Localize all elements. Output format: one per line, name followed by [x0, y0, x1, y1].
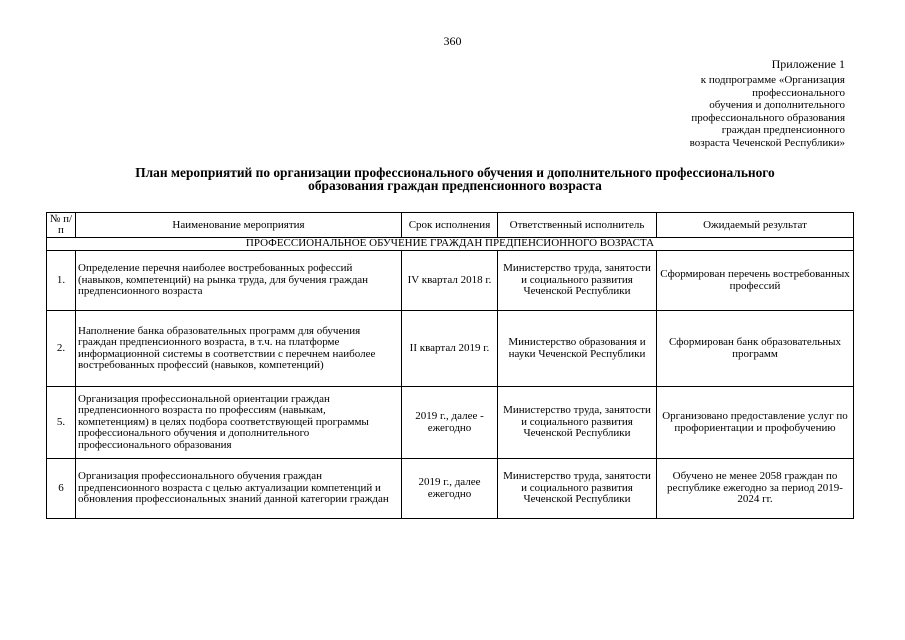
row-num: 2.	[47, 311, 76, 387]
section-title: ПРОФЕССИОНАЛЬНОЕ ОБУЧЕНИЕ ГРАЖДАН ПРЕДПЕНСИОННОГО ВОЗРАСТА	[47, 238, 854, 251]
appendix-subtitle-line: профессионального	[752, 86, 845, 99]
table-row	[47, 311, 854, 387]
header-responsible: Ответственный исполнитель	[498, 213, 657, 238]
header-term: Срок исполнения	[402, 213, 498, 238]
row-term: IV квартал 2018 г.	[402, 251, 498, 311]
row-result: Сформирован банк образовательных программ	[657, 311, 854, 387]
row-result: Обучено не менее 2058 граждан по республике ежегодно за период 2019-2024 гг.	[657, 459, 854, 519]
table-row	[47, 387, 854, 459]
row-result: Организовано предоставление услуг по профориентации и профобучению	[657, 387, 854, 459]
table-row	[47, 251, 854, 311]
row-name: Организация профессионального обучения граждан предпенсионного возраста с целью актуализации компетенций и обновления профессиональных знаний данной категории граждан	[76, 459, 402, 519]
row-responsible: Министерство труда, занятости и социального развития Чеченской Республики	[498, 387, 657, 459]
row-name: Определение перечня наиболее востребованных рофессий (навыков, компетенций) на рынка труда, для бучения граждан предпенсионного возраста	[76, 251, 402, 311]
appendix-subtitle-line: граждан предпенсионного	[721, 124, 845, 137]
appendix-subtitle-line: профессионального образования	[691, 111, 845, 124]
plan-title	[60, 166, 850, 192]
activities-table	[46, 212, 854, 519]
appendix-subtitle-line: возраста Чеченской Республики»	[689, 136, 845, 149]
plan-title-line: образования граждан предпенсионного возраста	[308, 178, 602, 193]
row-term: 2019 г., далее ежегодно	[402, 459, 498, 519]
row-responsible: Министерство труда, занятости и социального развития Чеченской Республики	[498, 459, 657, 519]
appendix-subtitle-line: к подпрограмме «Организация	[700, 74, 845, 86]
header-result: Ожидаемый результат	[657, 213, 854, 238]
row-responsible: Министерство труда, занятости и социального развития Чеченской Республики	[498, 251, 657, 311]
header-name: Наименование мероприятия	[76, 213, 402, 238]
row-num: 1.	[47, 251, 76, 311]
table-row	[47, 459, 854, 519]
plan-title-line: План мероприятий по организации профессионального обучения и дополнительного профессионального	[135, 165, 775, 180]
header-num: № п/п	[47, 213, 76, 238]
appendix-subtitle	[605, 74, 845, 150]
row-result: Сформирован перечень востребованных профессий	[657, 251, 854, 311]
table-header-row	[47, 213, 854, 238]
row-name: Организация профессиональной ориентации граждан предпенсионного возраста по профессиям (навыкам, компетенциям) в целях подбора соответствующей программы профессионального обучения и дополнительного профессионального образования	[76, 387, 402, 459]
row-name: Наполнение банка образовательных программ для обучения граждан предпенсионного возраста, в т.ч. на платформе информационной системы в соответствии с перечнем наиболее востребованных профессий (навыков, компетенций)	[76, 311, 402, 387]
page-number: 360	[443, 34, 462, 48]
row-num: 5.	[47, 387, 76, 459]
row-num: 6	[47, 459, 76, 519]
section-row	[47, 238, 854, 251]
row-term: II квартал 2019 г.	[402, 311, 498, 387]
appendix-title: Приложение 1	[771, 57, 845, 71]
row-term: 2019 г., далее - ежегодно	[402, 387, 498, 459]
row-responsible: Министерство образования и науки Чеченской Республики	[498, 311, 657, 387]
appendix-subtitle-line: обучения и дополнительного	[709, 99, 845, 112]
